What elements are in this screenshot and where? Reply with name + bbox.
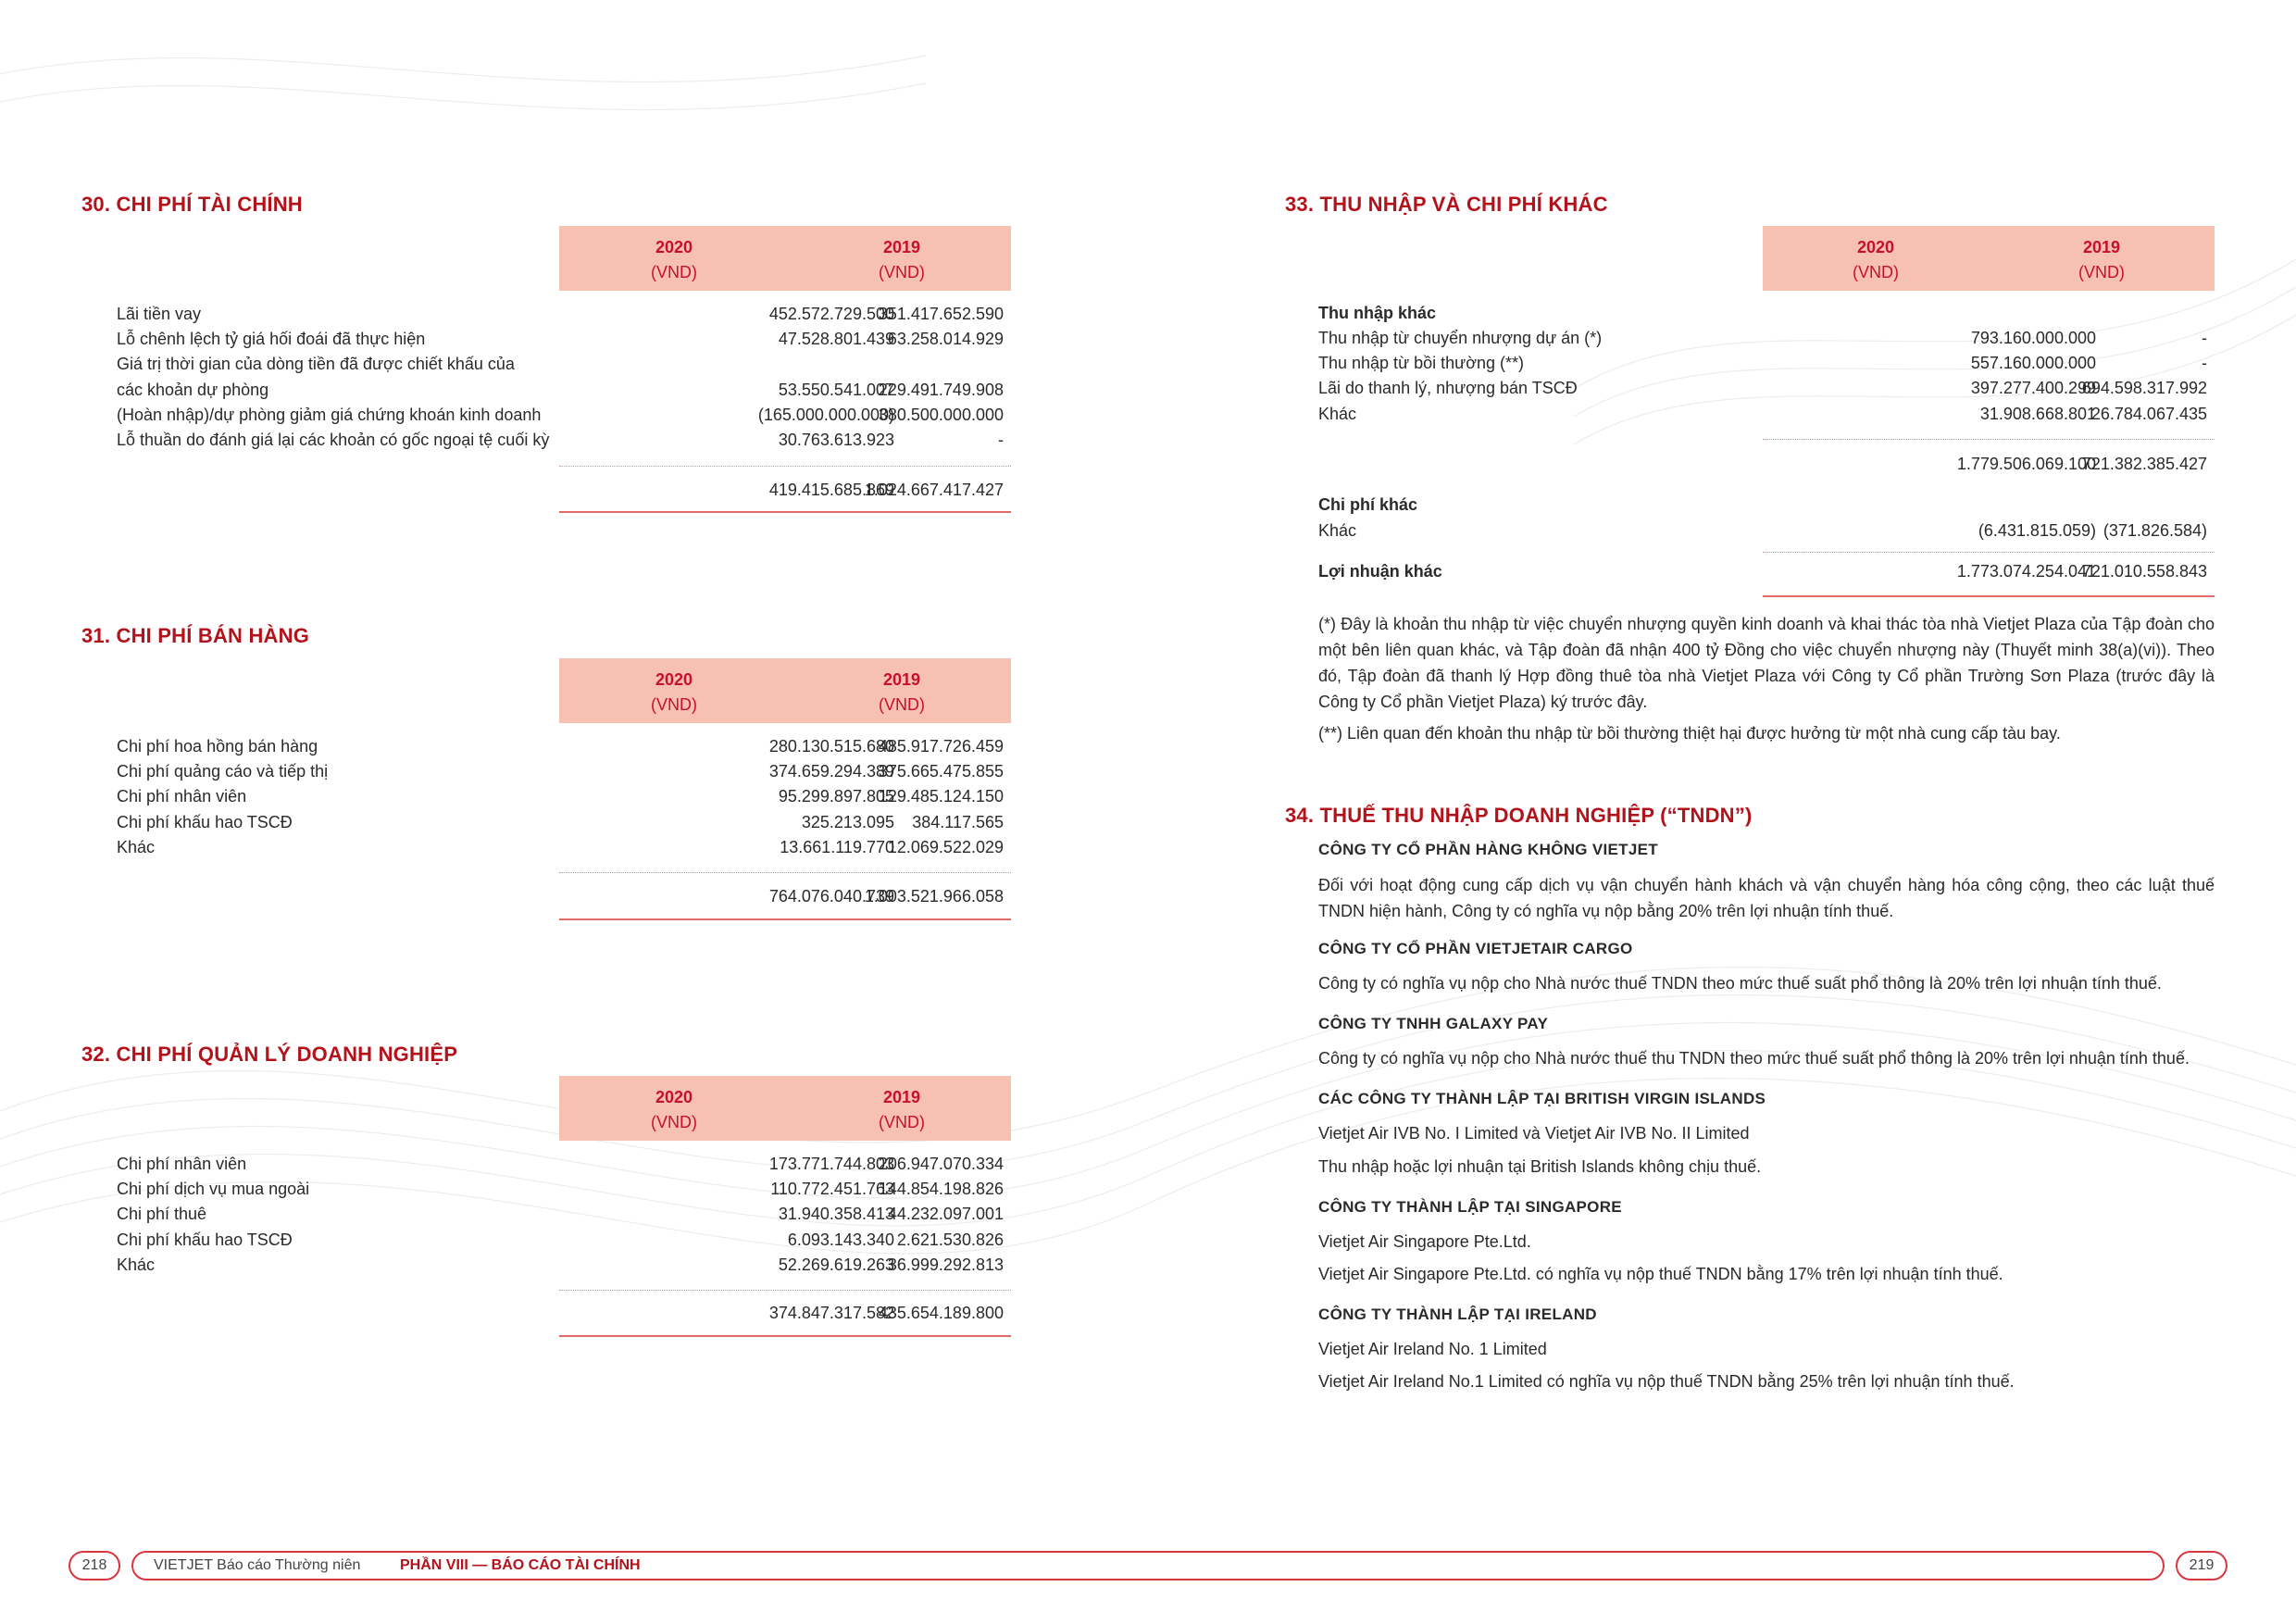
income-total-2019: 721.382.385.427: [2081, 455, 2207, 473]
table-row: [117, 327, 1011, 352]
divider: [1763, 552, 2215, 553]
expense-2020: (6.431.815.059): [1978, 521, 2096, 540]
value-2020: 31.908.668.801: [1979, 404, 2096, 423]
table-row: [117, 378, 1011, 403]
value-2020: 53.550.541.007: [778, 380, 894, 399]
value-2020: 110.772.451.763: [770, 1180, 894, 1199]
value-2020: 6.093.143.340: [787, 1230, 894, 1249]
footer-section: PHẦN VIII — BÁO CÁO TÀI CHÍNH: [400, 1557, 641, 1573]
paragraph-bvi-tax: Thu nhập hoặc lợi nhuận tại British Islands không chịu thuế.: [1318, 1157, 1762, 1176]
row-label: Khác: [1318, 521, 1357, 540]
table-row: [117, 1152, 1011, 1177]
paragraph-singapore-tax: Vietjet Air Singapore Pte.Ltd. có nghĩa vụ nộp thuế TNDN bằng 17% trên lợi nhuận tính thuế.: [1318, 1265, 2003, 1283]
col-2020-label: 2020: [655, 670, 693, 689]
value-2020: 47.528.801.439: [778, 330, 894, 349]
value-2019: 144.854.198.826: [878, 1180, 1004, 1199]
row-label: Chi phí khấu hao TSCĐ: [117, 812, 293, 831]
expense-heading-label: Chi phí khác: [1318, 495, 1418, 514]
total-underline: [559, 1335, 1011, 1337]
table-row: [117, 352, 1011, 377]
subheading-singapore: CÔNG TY THÀNH LẬP TẠI SINGAPORE: [1318, 1198, 1622, 1216]
col-2020-label: 2020: [655, 1088, 693, 1106]
table-row: [1318, 351, 2215, 376]
value-2020: 30.763.613.923: [778, 431, 894, 449]
subheading-galaxy-pay: CÔNG TY TNHH GALAXY PAY: [1318, 1015, 1549, 1032]
value-2019: 351.417.652.590: [878, 305, 1004, 323]
paragraph-ireland-tax: Vietjet Air Ireland No.1 Limited có nghĩa vụ nộp thuế TNDN bằng 25% trên lợi nhuận tính thuế.: [1318, 1372, 2015, 1391]
value-2019: 380.500.000.000: [878, 405, 1004, 424]
divider: [1763, 439, 2215, 440]
total-underline: [559, 511, 1011, 513]
total-2020: 374.847.317.582: [768, 1304, 894, 1322]
row-label: Chi phí nhân viên: [117, 1155, 247, 1173]
value-2019: 384.117.565: [912, 812, 1004, 831]
section-32-total-row: [117, 1301, 1011, 1326]
value-2020: 374.659.294.389: [768, 762, 894, 781]
section-30-total-row: [117, 478, 1011, 503]
value-2020: 452.572.729.500: [768, 305, 894, 323]
col-2020-label: 2020: [1856, 238, 1895, 256]
table-row: [1318, 326, 2215, 351]
row-label: Lỗ chênh lệch tỷ giá hối đoái đã thực hiện: [117, 330, 426, 349]
profit-2019: 721.010.558.843: [2081, 562, 2207, 581]
value-2019: 2.621.530.826: [896, 1230, 1004, 1249]
value-2020: 173.771.744.803: [768, 1155, 894, 1173]
row-label: Chi phí dịch vụ mua ngoài: [117, 1180, 310, 1199]
divider: [559, 466, 1011, 467]
row-label: Lãi tiền vay: [117, 305, 202, 323]
col-unit-label: (VND): [879, 695, 925, 714]
row-label: các khoản dự phòng: [117, 380, 269, 399]
value-2019: 485.917.726.459: [878, 737, 1004, 756]
subheading-ireland: CÔNG TY THÀNH LẬP TẠI IRELAND: [1318, 1305, 1597, 1323]
value-2019: -: [998, 431, 1004, 449]
section-31-title: 31. CHI PHÍ BÁN HÀNG: [81, 624, 310, 647]
value-2019: 129.485.124.150: [878, 787, 1004, 806]
profit-label: Lợi nhuận khác: [1318, 562, 1442, 581]
row-label: Khác: [1318, 404, 1357, 423]
value-2019: 12.069.522.029: [887, 837, 1004, 856]
profit-2020: 1.773.074.254.041: [1956, 562, 2096, 581]
col-2019-label: 2019: [882, 1088, 921, 1106]
row-label: Giá trị thời gian của dòng tiền đã được chiết khấu của: [117, 355, 515, 374]
section-30-title: 30. CHI PHÍ TÀI CHÍNH: [81, 193, 303, 216]
income-total-2020: 1.779.506.069.100: [1956, 455, 2096, 473]
value-2019: 229.491.749.908: [878, 380, 1004, 399]
table-row: [117, 784, 1011, 809]
row-label: Khác: [117, 1255, 156, 1274]
section-32-header: [559, 1076, 1011, 1141]
col-unit-label: (VND): [2078, 263, 2125, 281]
value-2019: 694.598.317.992: [2081, 379, 2207, 398]
value-2019: -: [2202, 354, 2207, 373]
row-label: Chi phí nhân viên: [117, 787, 247, 806]
paragraph-galaxy-pay: Công ty có nghĩa vụ nộp cho Nhà nước thuế thu TNDN theo mức thuế suất phổ thông là 20% trên lợi nhuận tính thuế.: [1318, 1049, 2190, 1068]
section-33-title: 33. THU NHẬP VÀ CHI PHÍ KHÁC: [1285, 193, 1608, 216]
col-2019-label: 2019: [882, 238, 921, 256]
value-2020: (165.000.000.000): [757, 405, 894, 424]
value-2020: 557.160.000.000: [1970, 354, 2096, 373]
section-32-title: 32. CHI PHÍ QUẢN LÝ DOANH NGHIỆP: [81, 1043, 458, 1066]
footnote-1: (*) Đây là khoản thu nhập từ việc chuyển nhượng quyền kinh doanh và khai thác tòa nhà Vietjet Plaza của Tập đoàn cho một bên liên quan khác, và Tập đoàn đã nhận 400 tỷ Đồng cho việc chuyển nhượng này (Thuyết minh 38(a)(vi)). Theo đó, Tập đoàn đã thanh lý Hợp đồng thuê tòa nhà Vietjet Plaza với Công ty Cổ phần Trường Sơn Plaza (trước đây là Công ty Cổ phần Vietjet Plaza) ký trước đây.: [1318, 615, 2215, 711]
row-label: Chi phí thuê: [117, 1205, 207, 1224]
total-2020: 764.076.040.739: [768, 887, 894, 906]
paragraph-ireland-company: Vietjet Air Ireland No. 1 Limited: [1318, 1340, 1547, 1358]
col-unit-label: (VND): [879, 1113, 925, 1131]
col-2020-label: 2020: [655, 238, 693, 256]
value-2020: 397.277.400.299: [1970, 379, 2096, 398]
table-row: [117, 428, 1011, 453]
value-2020: 325.213.095: [801, 812, 894, 831]
row-label: Lãi do thanh lý, nhượng bán TSCĐ: [1318, 379, 1578, 398]
section-33-header: [1763, 226, 2215, 291]
row-label: Chi phí khấu hao TSCĐ: [117, 1230, 293, 1249]
section-34-title: 34. THUẾ THU NHẬP DOANH NGHIỆP (“TNDN”): [1285, 804, 1753, 827]
row-label: Khác: [117, 837, 156, 856]
value-2020: 13.661.119.770: [780, 837, 894, 856]
divider: [559, 1290, 1011, 1291]
value-2019: 63.258.014.929: [887, 330, 1004, 349]
paragraph-bvi-companies: Vietjet Air IVB No. I Limited và Vietjet Air IVB No. II Limited: [1318, 1124, 1750, 1143]
table-row: [1318, 376, 2215, 401]
total-2019: 1.024.667.417.427: [864, 481, 1004, 499]
col-2019-label: 2019: [882, 670, 921, 689]
subheading-bvi: CÁC CÔNG TY THÀNH LẬP TẠI BRITISH VIRGIN ISLANDS: [1318, 1090, 1766, 1107]
value-2019: 206.947.070.334: [878, 1155, 1004, 1173]
divider: [559, 872, 1011, 873]
value-2019: 26.784.067.435: [2090, 404, 2207, 423]
value-2019: 375.665.475.855: [878, 762, 1004, 781]
page-number-right: 219: [2176, 1551, 2227, 1580]
value-2020: 95.299.897.805: [778, 787, 894, 806]
value-2020: 280.130.515.680: [768, 737, 894, 756]
table-row: [1318, 402, 2215, 427]
value-2020: 31.940.358.413: [778, 1205, 894, 1224]
row-label: Chi phí quảng cáo và tiếp thị: [117, 762, 329, 781]
table-row: [117, 734, 1011, 759]
row-label: Chi phí hoa hồng bán hàng: [117, 737, 318, 756]
table-row: [117, 810, 1011, 835]
value-2020: 793.160.000.000: [1970, 329, 2096, 347]
total-underline: [1763, 595, 2215, 597]
income-total-row: [1318, 452, 2215, 477]
col-2019-label: 2019: [2082, 238, 2121, 256]
row-label: Lỗ thuần do đánh giá lại các khoản có gốc ngoại tệ cuối kỳ: [117, 431, 550, 449]
total-2020: 419.415.685.869: [768, 481, 894, 499]
row-label: (Hoàn nhập)/dự phòng giảm giá chứng khoán kinh doanh: [117, 405, 542, 424]
col-unit-label: (VND): [651, 695, 697, 714]
value-2019: 36.999.292.813: [887, 1255, 1004, 1274]
table-row: [117, 1253, 1011, 1278]
value-2019: 44.232.097.001: [887, 1205, 1004, 1224]
profit-row: [1318, 559, 2215, 584]
value-2020: 52.269.619.263: [778, 1255, 894, 1274]
table-row: [117, 403, 1011, 428]
table-row: [117, 302, 1011, 327]
total-underline: [559, 918, 1011, 920]
total-2019: 1.003.521.966.058: [864, 887, 1004, 906]
row-label: Thu nhập từ chuyển nhượng dự án (*): [1318, 329, 1603, 347]
table-row: [117, 1177, 1011, 1202]
expense-2019: (371.826.584): [2103, 521, 2207, 540]
right-page: [1148, 0, 2296, 1624]
subheading-cargo: CÔNG TY CỔ PHẦN VIETJETAIR CARGO: [1318, 940, 1633, 957]
footnote-2: (**) Liên quan đến khoản thu nhập từ bồi thường thiệt hại được hưởng từ một nhà cung cấp tàu bay.: [1318, 724, 2061, 743]
section-31-total-row: [117, 884, 1011, 909]
row-label: Thu nhập từ bồi thường (**): [1318, 354, 1525, 373]
income-heading-label: Thu nhập khác: [1318, 304, 1437, 322]
section-30-header: [559, 226, 1011, 291]
subheading-vietjet: CÔNG TY CỔ PHẦN HÀNG KHÔNG VIETJET: [1318, 841, 1658, 858]
expense-row: [1318, 518, 2215, 543]
total-2019: 435.654.189.800: [878, 1304, 1004, 1322]
col-unit-label: (VND): [879, 263, 925, 281]
table-row: [117, 835, 1011, 860]
col-unit-label: (VND): [651, 263, 697, 281]
col-unit-label: (VND): [651, 1113, 697, 1131]
table-row: [117, 1228, 1011, 1253]
section-31-header: [559, 658, 1011, 723]
table-row: [117, 1202, 1011, 1227]
col-unit-label: (VND): [1853, 263, 1899, 281]
paragraph-vietjet: Đối với hoạt động cung cấp dịch vụ vận chuyển hành khách và vận chuyển hàng hóa công cộng, theo các luật thuế TNDN hiện hành, Công ty có nghĩa vụ nộp bằng 20% trên lợi nhuận tính thuế.: [1318, 876, 2215, 920]
paragraph-singapore-company: Vietjet Air Singapore Pte.Ltd.: [1318, 1232, 1531, 1251]
footer-brand: VIETJET Báo cáo Thường niên: [154, 1557, 361, 1573]
value-2019: -: [2202, 329, 2207, 347]
table-row: [117, 759, 1011, 784]
paragraph-cargo: Công ty có nghĩa vụ nộp cho Nhà nước thuế TNDN theo mức thuế suất phổ thông là 20% trên lợi nhuận tính thuế.: [1318, 974, 2162, 993]
page-number-left: 218: [69, 1551, 120, 1580]
